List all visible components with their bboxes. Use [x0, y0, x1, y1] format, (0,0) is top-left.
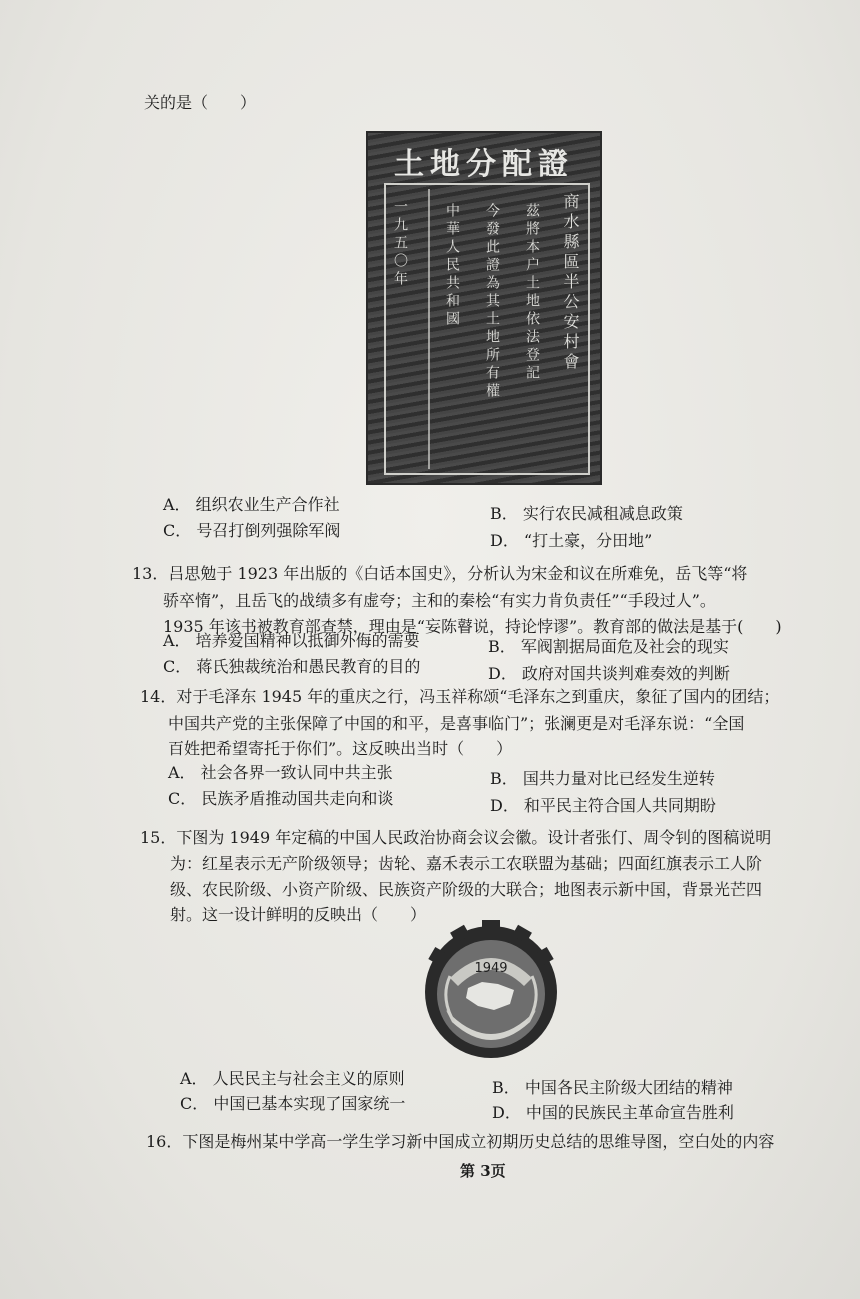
certificate-column-3: 今發此證為其土地所有權 — [484, 203, 500, 401]
q15-stem-line-4: 射。这一设计鲜明的反映出（ ） — [170, 905, 427, 924]
q15-stem-line-2: 为：红星表示无产阶级领导；齿轮、嘉禾表示工农联盟为基础；四面红旗表示工人阶 — [170, 854, 763, 873]
q12-option-b[interactable]: B． 实行农民减租减息政策 — [490, 504, 683, 523]
q15-option-d[interactable]: D． 中国的民族民主革命宣告胜利 — [492, 1103, 734, 1122]
certificate-column-1: 商水縣區半公安村會 — [561, 193, 580, 373]
q14-option-b[interactable]: B． 国共力量对比已经发生逆转 — [490, 769, 715, 788]
q13-stem-line-3: 1935 年该书被教育部查禁，理由是“妄陈瞽说，持论悖谬”。教育部的做法是基于( ) — [163, 617, 782, 636]
q13-stem-line-2: 骄卒惰”，且岳飞的战绩多有虚夸；主和的秦桧“有实力肯负责任”“手段过人”。 — [163, 591, 716, 610]
q12-option-d[interactable]: D． “打土豪，分田地” — [490, 531, 653, 550]
certificate-date-column: 一九五〇年 — [392, 199, 408, 289]
certificate-title: 土地分配證 — [394, 147, 574, 182]
q14-stem-line-1: 14．对于毛泽东 1945 年的重庆之行，冯玉祥称颂“毛泽东之到重庆，象征了国内的团结； — [140, 687, 780, 706]
emblem-year-text: 1949 — [474, 961, 508, 976]
q16-stem-line-1: 16．下图是梅州某中学高一学生学习新中国成立初期历史总结的思维导图，空白处的内容 — [146, 1132, 775, 1151]
q14-option-c[interactable]: C． 民族矛盾推动国共走向和谈 — [168, 789, 394, 808]
question-12-stem-tail: 关的是（ ） — [144, 93, 257, 112]
q14-stem-line-3: 百姓把希望寄托于你们”。这反映出当时（ ） — [168, 739, 513, 758]
q15-stem-line-3: 级、农民阶级、小资产阶级、民族资产阶级的大联合；地图表示新中国，背景光芒四 — [170, 880, 763, 899]
certificate-rule — [428, 189, 430, 469]
q13-option-d[interactable]: D． 政府对国共谈判难奏效的判断 — [488, 664, 730, 683]
q14-stem-line-2: 中国共产党的主张保障了中国的和平，是喜事临门”；张澜更是对毛泽东说：“全国 — [168, 714, 745, 733]
cppcc-emblem-image — [420, 918, 562, 1060]
q15-option-c[interactable]: C． 中国已基本实现了国家统一 — [180, 1094, 406, 1113]
q15-option-b[interactable]: B． 中国各民主阶级大团结的精神 — [492, 1078, 733, 1097]
q13-option-a[interactable]: A． 培养爱国精神以抵御外侮的需要 — [163, 631, 420, 650]
q13-option-b[interactable]: B． 军阀割据局面危及社会的现实 — [488, 637, 729, 656]
land-certificate-photo — [368, 133, 600, 483]
q15-stem-line-1: 15．下图为 1949 年定稿的中国人民政治协商会议会徽。设计者张仃、周令钊的图稿说明 — [140, 828, 772, 847]
q13-stem-line-1: 13．吕思勉于 1923 年出版的《白话本国史》，分析认为宋金和议在所难免，岳飞等“将 — [132, 564, 748, 583]
q15-option-a[interactable]: A． 人民民主与社会主义的原则 — [180, 1069, 405, 1088]
q12-option-a[interactable]: A． 组织农业生产合作社 — [163, 495, 340, 514]
page-number: 第 3页 — [460, 1162, 506, 1180]
certificate-column-4: 中華人民共和國 — [444, 203, 460, 329]
q14-option-a[interactable]: A． 社会各界一致认同中共主张 — [168, 763, 393, 782]
certificate-column-2: 茲將本户土地依法登記 — [524, 203, 540, 383]
q13-option-c[interactable]: C． 蒋氏独裁统治和愚民教育的目的 — [163, 657, 421, 676]
q12-option-c[interactable]: C． 号召打倒列强除军阀 — [163, 521, 341, 540]
q14-option-d[interactable]: D． 和平民主符合国人共同期盼 — [490, 796, 716, 815]
